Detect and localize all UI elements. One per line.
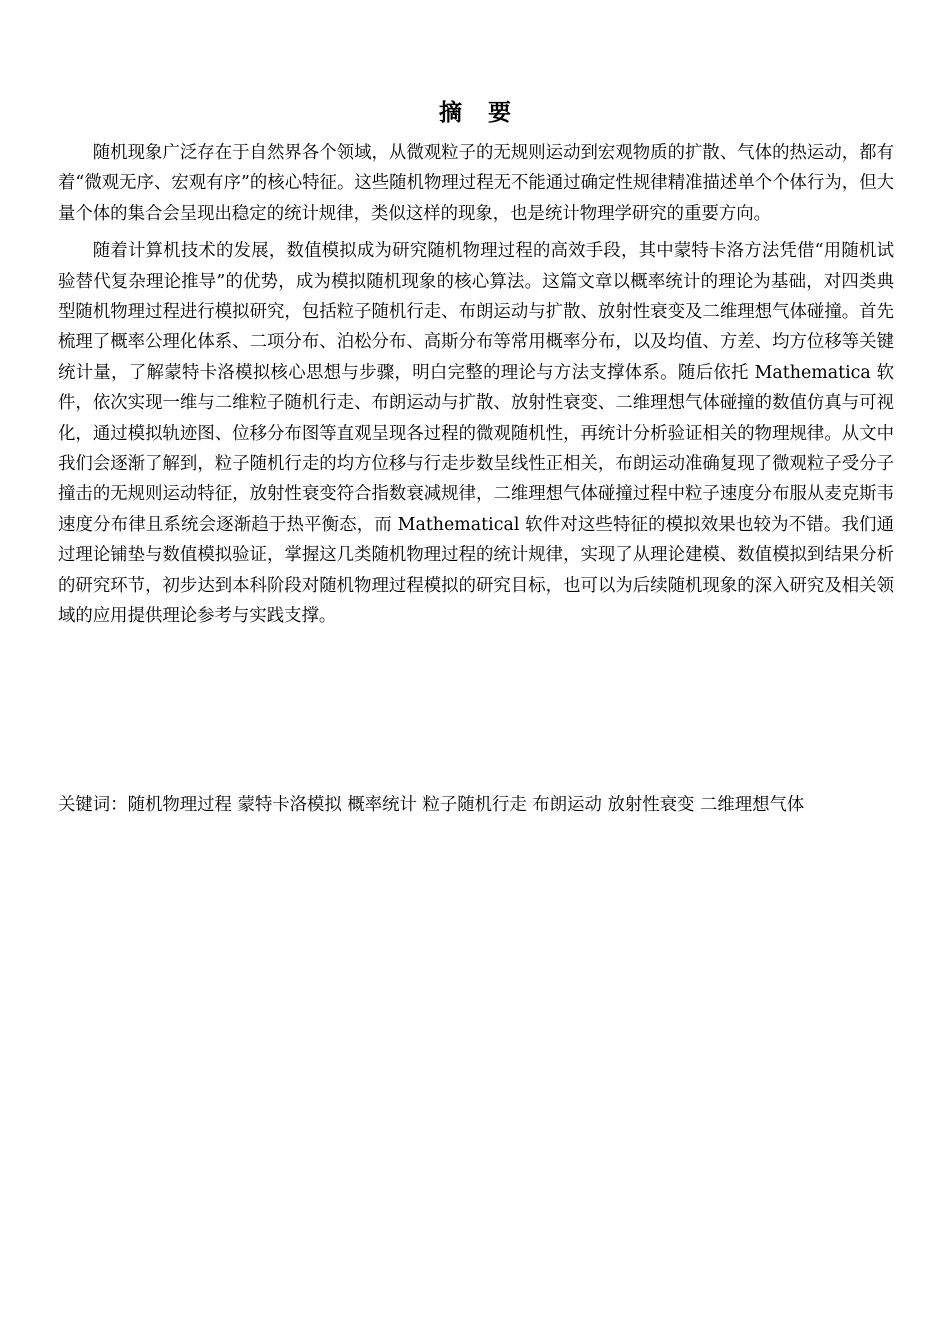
- abstract-body: [58, 138, 894, 632]
- keyword-term: 放射性衰变: [607, 795, 695, 815]
- keywords-label: 关键词：: [58, 795, 128, 815]
- abstract-paragraph-2: 随着计算机技术的发展，数值模拟成为研究随机物理过程的高效手段，其中蒙特卡洛方法凭借“用随机试验替代复杂理论推导”的优势，成为模拟随机现象的核心算法。这篇文章以概率统计的理论为基础，对四类典型随机物理过程进行模拟研究，包括粒子随机行走、布朗运动与扩散、放射性衰变及二维理想气体碰撞。首先梳理了概率公理化体系、二项分布、泊松分布、高斯分布等常用概率分布，以及均值、方差、均方位移等关键统计量，了解蒙特卡洛模拟核心思想与步骤，明白完整的理论与方法支撑体系。随后依托 Mathematica 软件，依次实现一维与二维粒子随机行走、布朗运动与扩散、放射性衰变、二维理想气体碰撞的数值仿真与可视化，通过模拟轨迹图、位移分布图等直观呈现各过程的微观随机性，再统计分析验证相关的物理规律。从文中我们会逐渐了解到，粒子随机行走的均方位移与行走步数呈线性正相关，布朗运动准确复现了微观粒子受分子撞击的无规则运动特征，放射性衰变符合指数衰减规律，二维理想气体碰撞过程中粒子速度分布服从麦克斯韦速度分布律且系统会逐渐趋于热平衡态，而 Mathematical 软件对这些特征的模拟效果也较为不错。我们通过理论铺垫与数值模拟验证，掌握这几类随机物理过程的统计规律，实现了从理论建模、数值模拟到结果分析的研究环节，初步达到本科阶段对随机物理过程模拟的研究目标，也可以为后续随机现象的深入研究及相关领域的应用提供理论参考与实践支撑。: [58, 241, 894, 627]
- abstract-title: [0, 96, 950, 130]
- abstract-title-char-2: 要: [488, 100, 511, 126]
- keywords-line: [58, 790, 894, 820]
- keyword-term: 粒子随机行走: [422, 795, 527, 815]
- keyword-term: 概率统计: [347, 795, 417, 815]
- abstract-paragraph-1: 随机现象广泛存在于自然界各个领域，从微观粒子的无规则运动到宏观物质的扩散、气体的热运动，都有着“微观无序、宏观有序”的核心特征。这些随机物理过程无不能通过确定性规律精准描述单个个体行为，但大量个体的集合会呈现出稳定的统计规律，类似这样的现象，也是统计物理学研究的重要方向。: [58, 143, 894, 224]
- keyword-term: 布朗运动: [532, 795, 602, 815]
- keyword-term: 蒙特卡洛模拟: [237, 795, 342, 815]
- keyword-term: 二维理想气体: [699, 795, 805, 815]
- abstract-title-char-1: 摘: [439, 100, 462, 126]
- keyword-term: 随机物理过程: [127, 795, 232, 815]
